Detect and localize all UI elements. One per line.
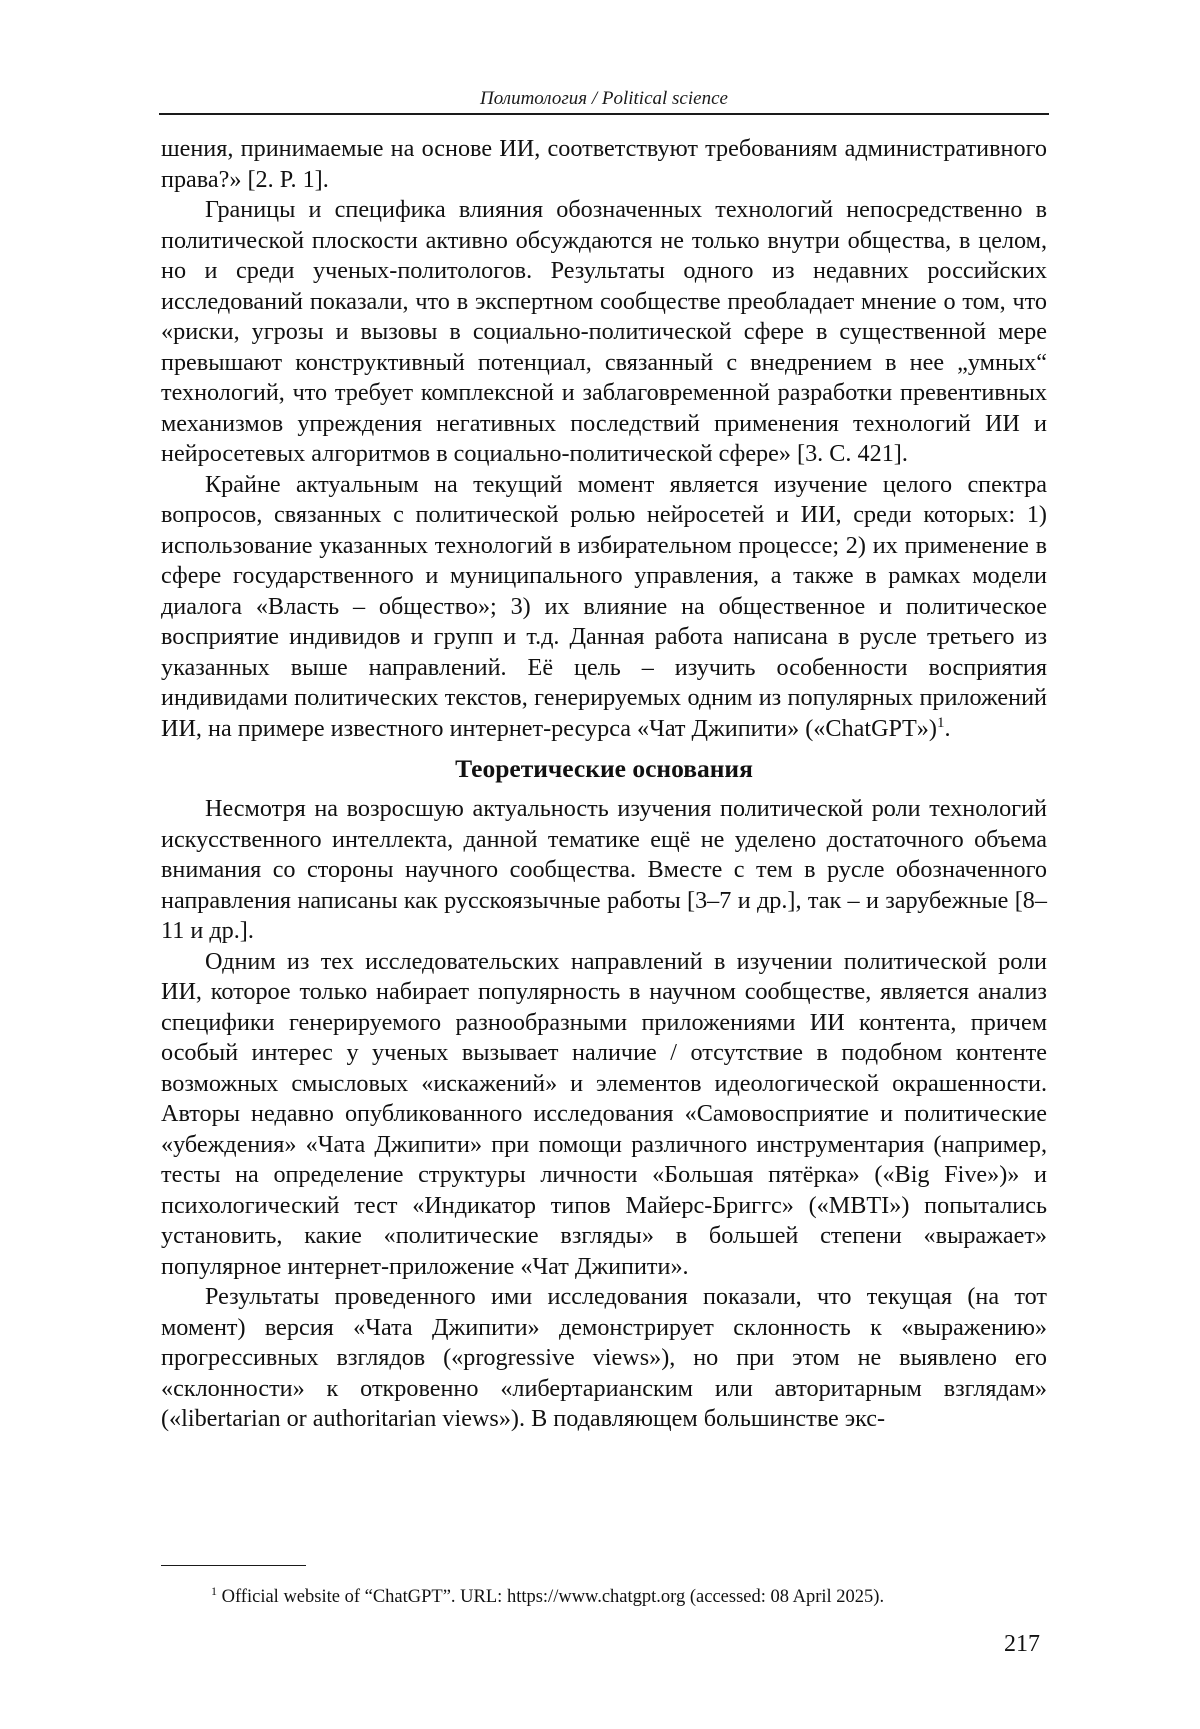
paragraph-relevance-end: . <box>944 714 951 742</box>
paragraph-boundaries: Границы и специфика влияния обозначенных технологий непосредственно в политической плоскости активно обсуждаются не только внутри общества, в целом, но и среди ученых-политологов. Результаты одного из недавних российских исследований показали, что в экспертном сообществе преобладает мнение о том, что «риски, угрозы и вызовы в социально-политической сфере в существенной мере превышают конструктивный потенциал, связанный с внедрением в нее „умных“ технологий, что требует комплексной и заблаговременной разработки превентивных механизмов упреждения негативных последствий применения технологий ИИ и нейросетевых алгоритмов в социально-политической сфере» [3. С. 421]. <box>161 196 1047 467</box>
footnote-marker: 1 <box>211 1584 217 1598</box>
paragraph-results: Результаты проведенного ими исследования показали, что текущая (на тот момент) версия «Чата Джипити» демонстрирует склонность к «выражению» прогрессивных взглядов («progressive views»), но при этом не выявлено его «склонности» к откровенно «либертарианским или авторитарным взглядам» («libertarian or authoritarian views»). В подавляющем большинстве экс- <box>161 1283 1047 1432</box>
footnote-reference[interactable]: 1 <box>936 714 945 731</box>
paragraph-relevance-text: Крайне актуальным на текущий момент является изучение целого спектра вопросов, связанных с политической ролью нейросетей и ИИ, среди которых: 1) использование указанных технологий в избирательном процессе; 2) их применение в сфере государственного и муниципального управления, а также в рамках модели диалога «Власть – общество»; 3) их влияние на общественное и политическое восприятие индивидов и групп и т.д. Данная работа написана в русле третьего из указанных выше направлений. Её цель – изучить особенности восприятия индивидами политических текстов, генерируемых одним из популярных приложений ИИ, на примере известного интернет-ресурса «Чат Джипити» («ChatGPT») <box>161 470 1047 742</box>
footnote-rule <box>161 1565 306 1566</box>
paragraph-continuation: шения, принимаемые на основе ИИ, соответствуют требованиям административного права?» [2. P. 1]. <box>161 135 1047 193</box>
section-heading: Теоретические основания <box>455 754 753 783</box>
paragraph-actuality: Несмотря на возросшую актуальность изучения политической роли технологий искусственного интеллекта, данной тематике ещё не уделено достаточного объема внимания со стороны научного сообщества. Вместе с тем в русле обозначенного направления написаны как русскоязычные работы [3–7 и др.], так – и зарубежные [8–11 и др.]. <box>161 795 1047 944</box>
paragraph-relevance <box>161 470 1047 745</box>
footnote <box>161 1580 1047 1608</box>
page-number: 217 <box>1004 1631 1040 1657</box>
body-text <box>161 134 1047 1435</box>
paragraph-research-direction: Одним из тех исследовательских направлений в изучении политической роли ИИ, которое только набирает популярность в научном сообществе, является анализ специфики генерируемого разнообразными приложениями ИИ контента, причем особый интерес у ученых вызывает наличие / отсутствие в подобном контенте возможных смысловых «искажений» и элементов идеологической окрашенности. Авторы недавно опубликованного исследования «Самовосприятие и политические «убеждения» «Чата Джипити» при помощи различного инструментария (например, тесты на определение структуры личности «Большая пятёрка» («Big Five»)» и психологический тест «Индикатор типов Майерс-Бриггс» («MBTI») попытались установить, какие «политические взгляды» в большей степени «выражает» популярное интернет-приложение «Чат Джипити». <box>161 947 1047 1280</box>
running-header: Политология / Political science <box>480 88 728 109</box>
footnote-text: Official website of “ChatGPT”. URL: https://www.chatgpt.org (accessed: 08 April 2025). <box>221 1587 885 1608</box>
header-rule <box>159 113 1049 115</box>
